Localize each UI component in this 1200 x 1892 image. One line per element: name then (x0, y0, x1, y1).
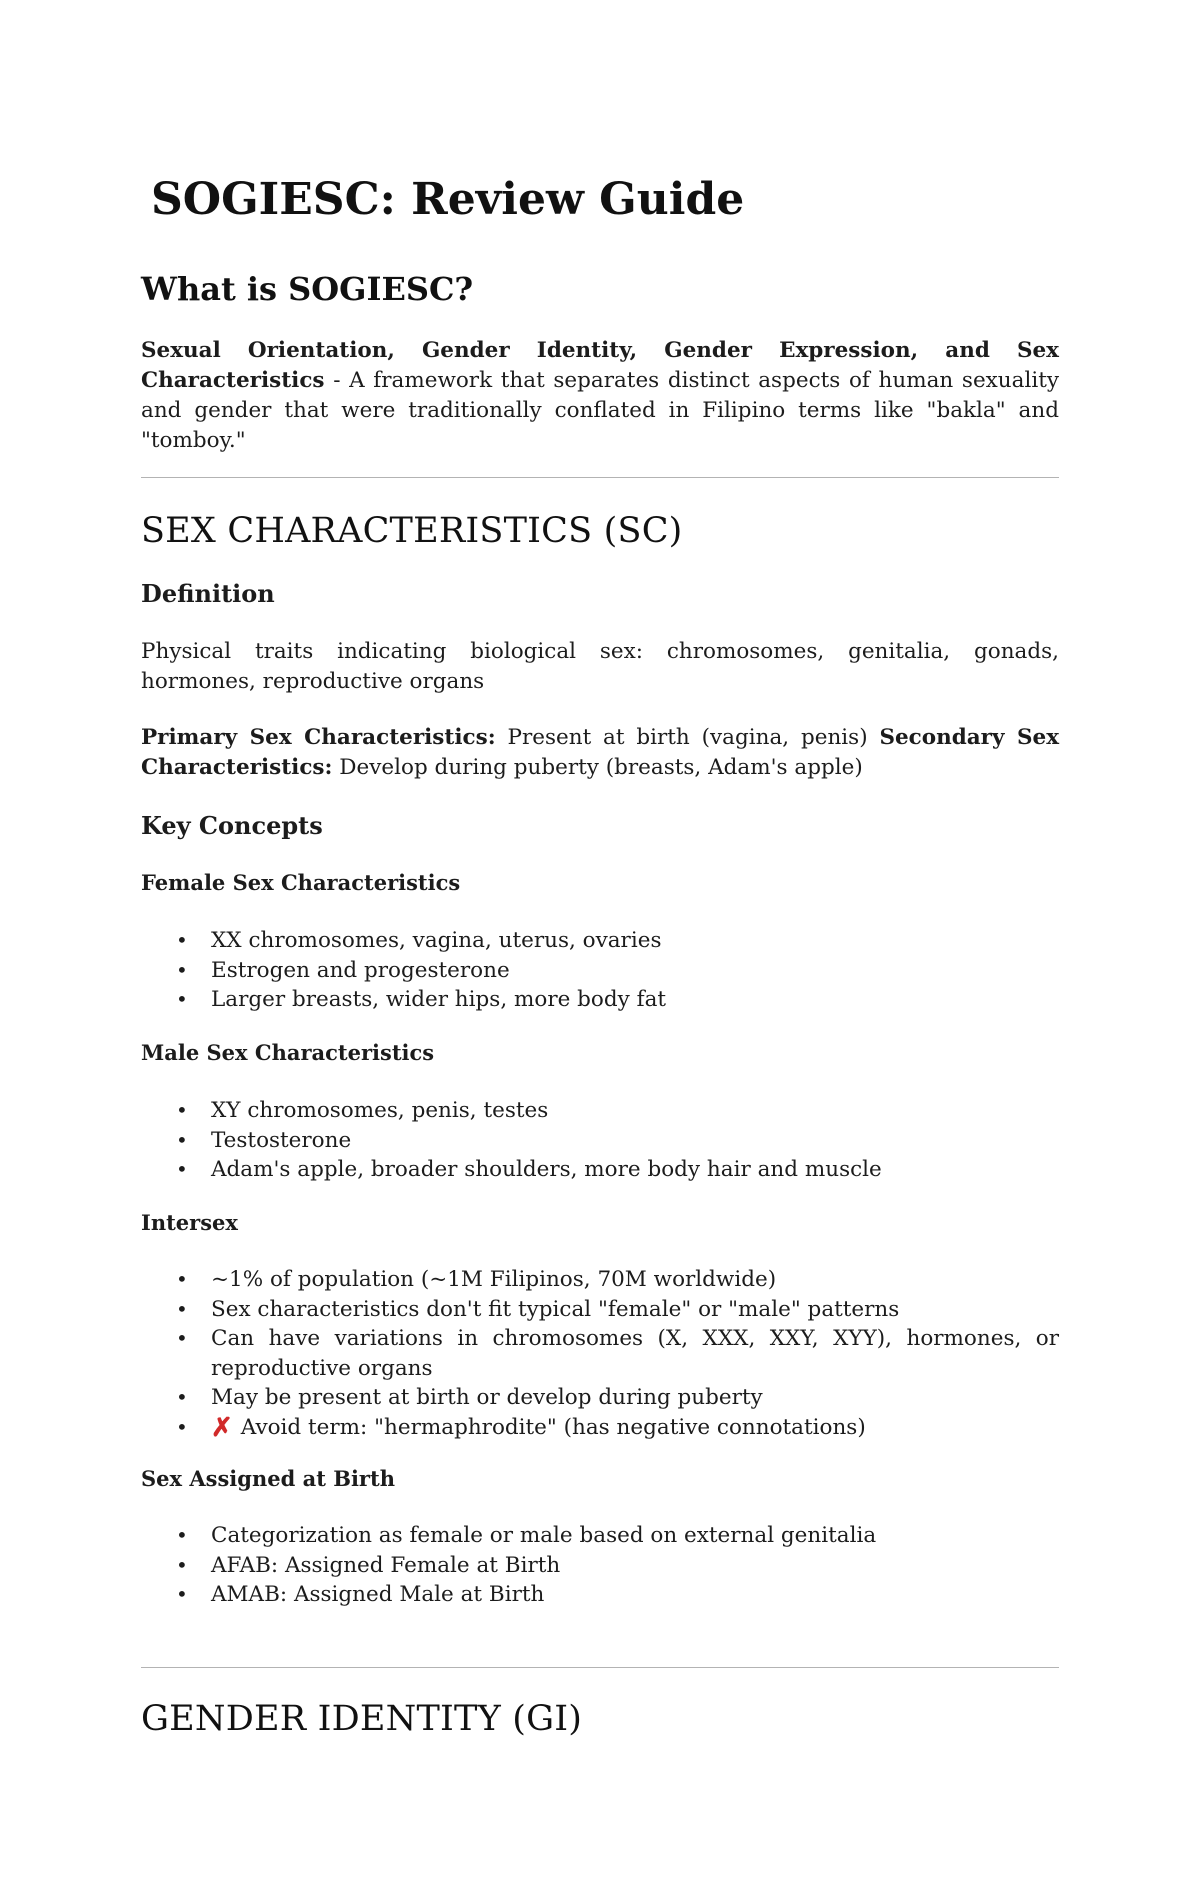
section-heading-sex-characteristics: SEX CHARACTERISTICS (SC) (141, 511, 683, 551)
primary-label: Primary Sex Characteristics: (141, 725, 496, 750)
sogiesc-term: Sexual Orientation, Gender Identity, Gender Expression, and Sex Characteristics (141, 338, 1059, 393)
cross-mark-icon: ✗ (211, 1412, 233, 1443)
primary-secondary-paragraph (141, 723, 1059, 783)
section-divider (141, 477, 1059, 478)
subheading-definition: Definition (141, 579, 275, 608)
list-item: • XY chromosomes, penis, testes (176, 1098, 549, 1123)
intersex-list (141, 1265, 1059, 1442)
list-item: • ✗ Avoid term: "hermaphrodite" (has negative connotations) (176, 1412, 866, 1443)
subheading-female: Female Sex Characteristics (141, 870, 461, 895)
list-item: • AFAB: Assigned Female at Birth (176, 1552, 561, 1578)
sogiesc-definition-paragraph (141, 336, 1059, 456)
section-heading-what-is: What is SOGIESC? (141, 270, 474, 308)
subheading-intersex: Intersex (141, 1210, 238, 1235)
list-item: • ~1% of population (~1M Filipinos, 70M worldwide) (176, 1267, 777, 1292)
male-list (141, 1096, 1059, 1185)
secondary-label: Secondary Sex Characteristics: (141, 725, 1060, 780)
subheading-male: Male Sex Characteristics (141, 1040, 435, 1065)
list-item: • Categorization as female or male based on external genitalia (176, 1523, 877, 1548)
document-title: SOGIESC: Review Guide (151, 174, 745, 225)
sc-definition-paragraph: Physical traits indicating biological sex: chromosomes, genitalia, gonads, hormones, reproductive organs (141, 639, 1059, 694)
list-item: • Can have variations in chromosomes (X, XXX, XXY, XYY), hormones, or reproductive organs (176, 1326, 1059, 1381)
list-item: • Testosterone (176, 1127, 352, 1153)
section-heading-gender-identity: GENDER IDENTITY (GI) (141, 1699, 583, 1739)
list-item: • AMAB: Assigned Male at Birth (176, 1582, 545, 1607)
list-item: • Estrogen and progesterone (176, 957, 510, 983)
secondary-text: Develop during puberty (breasts, Adam's apple) (332, 755, 863, 780)
avoid-term-text: Avoid term: "hermaphrodite" (has negative connotations) (240, 1414, 866, 1440)
sogiesc-definition: - A framework that separates distinct aspects of human sexuality and gender that were traditionally conflated in Filipino terms like "bakla" and "tomboy." (141, 368, 1059, 453)
primary-text: Present at birth (vagina, penis) (495, 725, 880, 750)
subheading-key-concepts: Key Concepts (141, 811, 323, 840)
list-item: • Sex characteristics don't fit typical "female" or "male" patterns (176, 1296, 900, 1322)
assigned-list (141, 1521, 1059, 1610)
section-divider (141, 1667, 1059, 1668)
list-item: • Adam's apple, broader shoulders, more body hair and muscle (176, 1157, 882, 1182)
subheading-sex-assigned: Sex Assigned at Birth (141, 1466, 395, 1491)
female-list (141, 926, 1059, 1015)
list-item: • May be present at birth or develop during puberty (176, 1385, 763, 1410)
list-item: • XX chromosomes, vagina, uterus, ovaries (176, 928, 662, 953)
list-item: • Larger breasts, wider hips, more body fat (176, 987, 667, 1012)
